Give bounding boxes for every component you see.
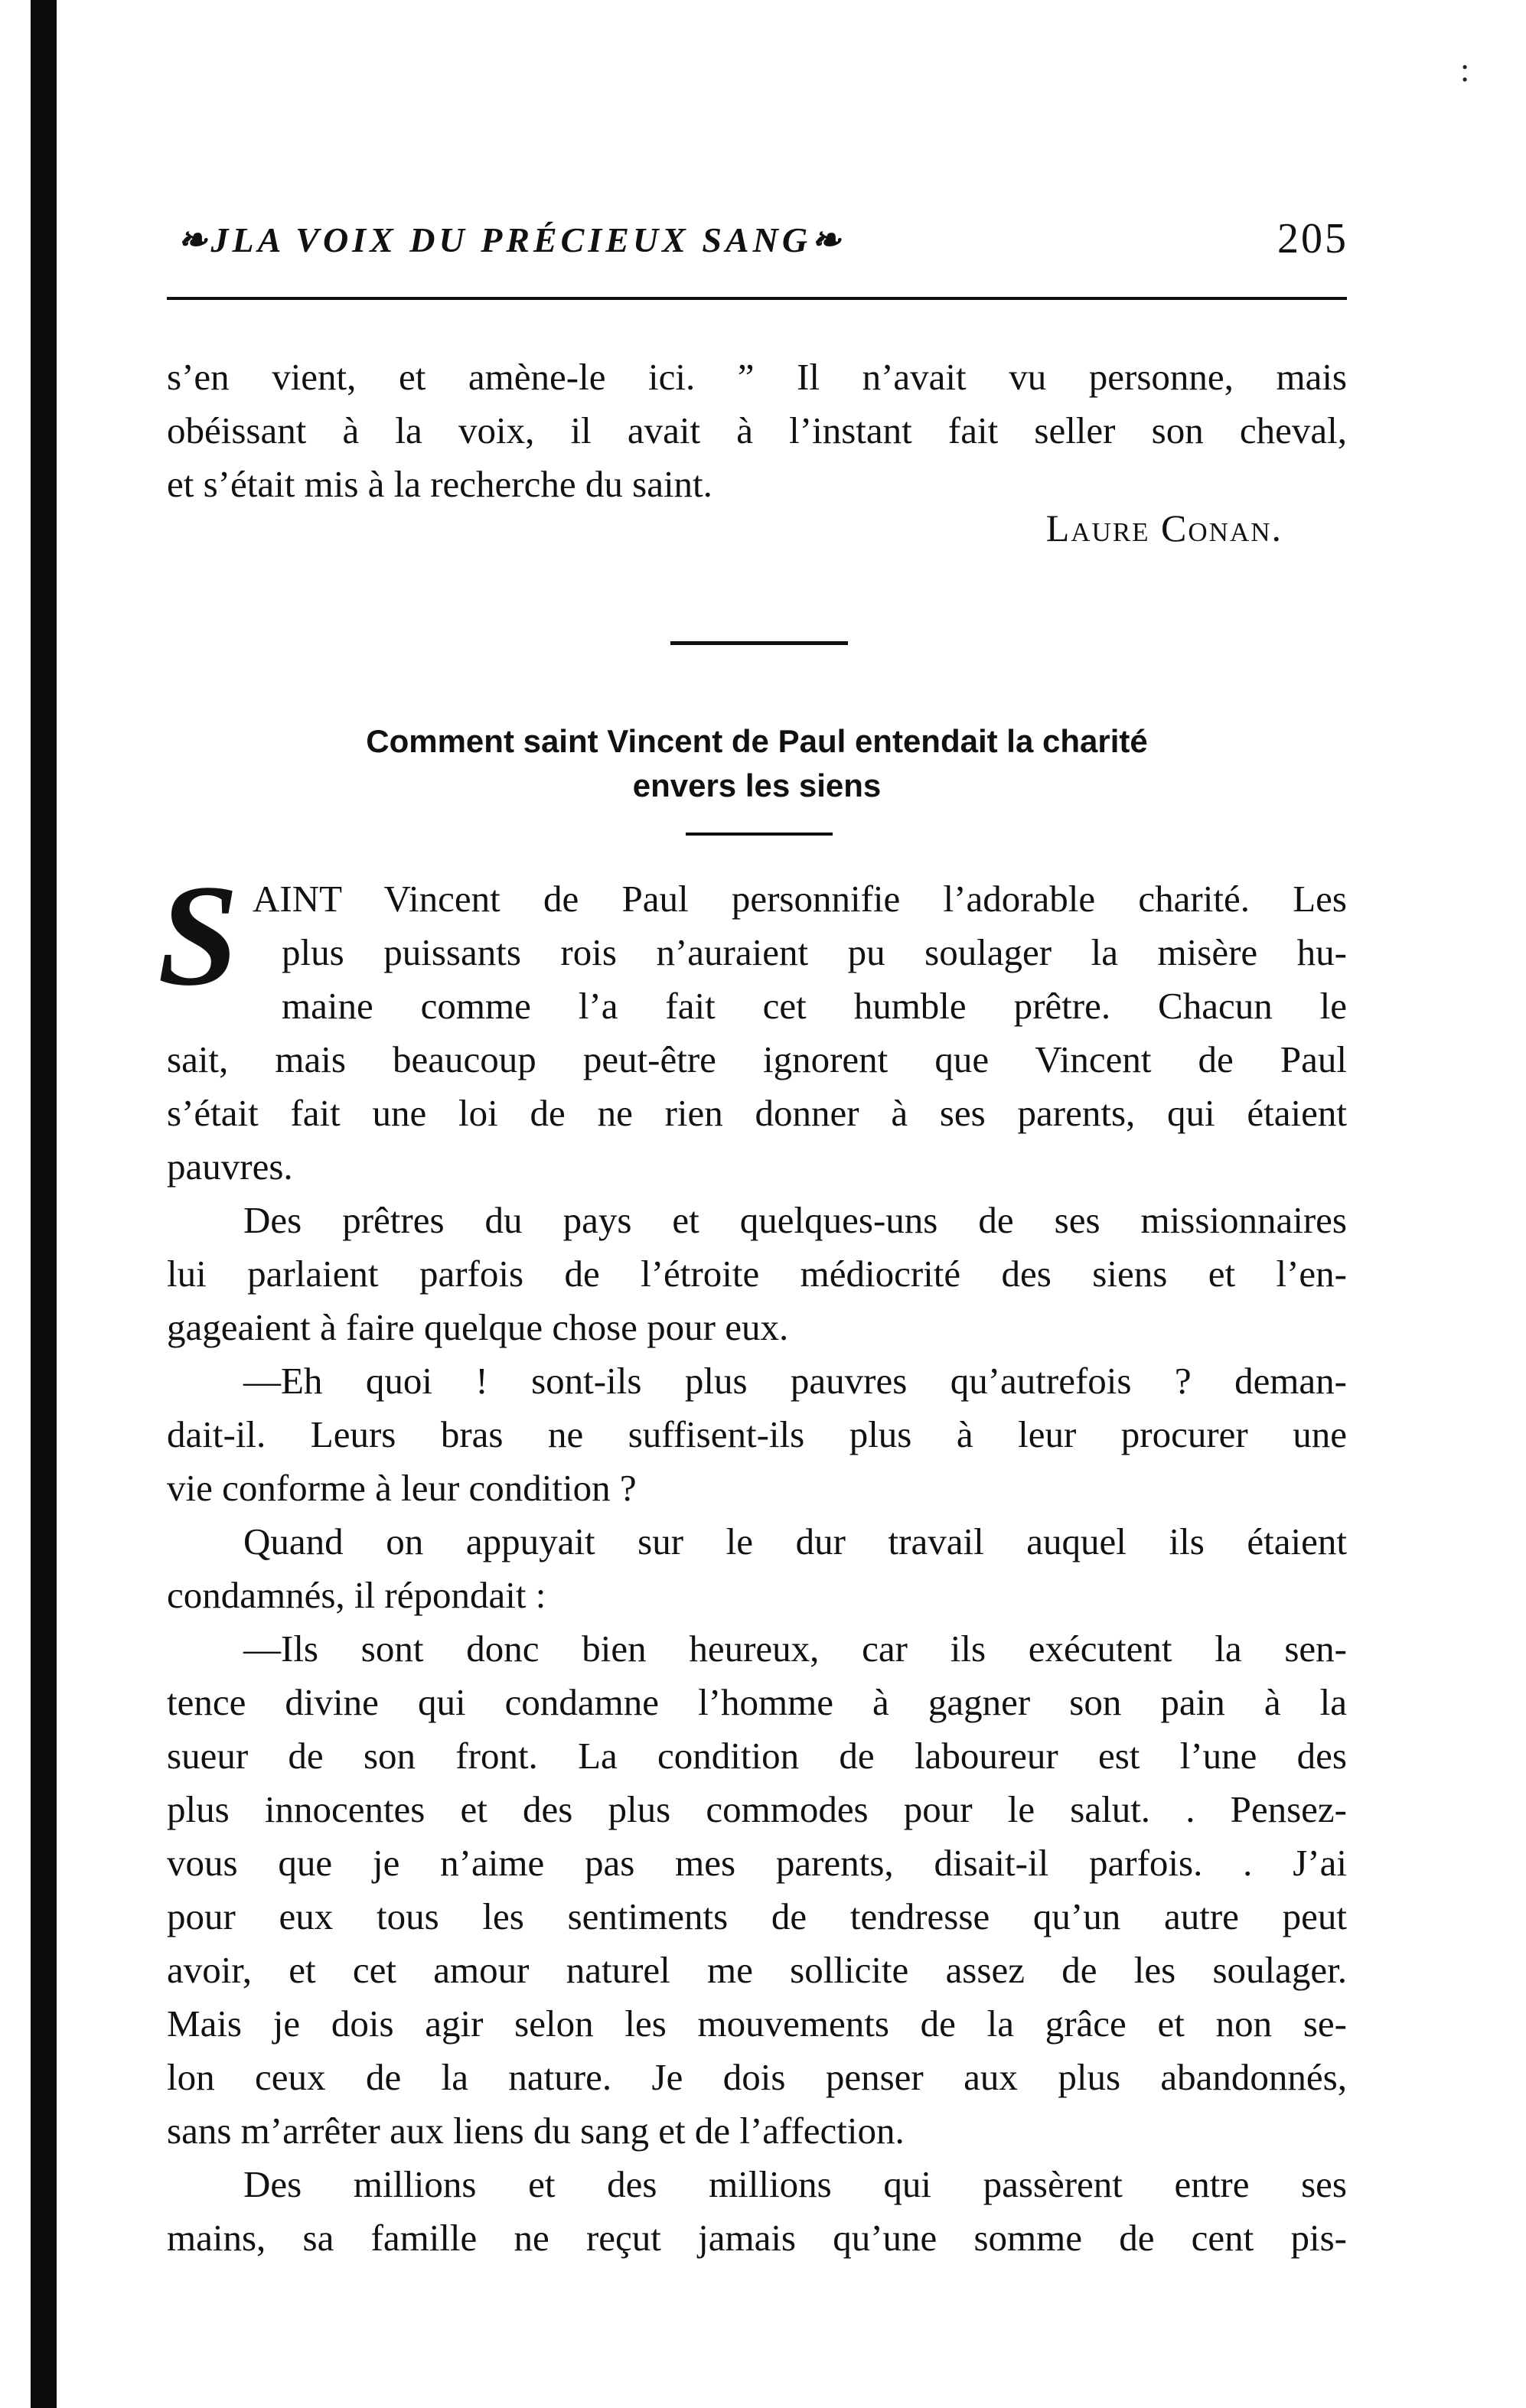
heading-line: Comment saint Vincent de Paul entendait la charité [366, 723, 1148, 759]
binding-edge [31, 0, 57, 2408]
text-line: Quand on appuyait sur le dur travail auquel ils étaient [243, 1520, 1347, 1562]
text-line: sait, mais beaucoup peut-être ignorent que Vincent de Paul [167, 1038, 1347, 1080]
opening-text [167, 350, 1347, 511]
text-line: Des prêtres du pays et quelques-uns de ses missionnaires [243, 1199, 1347, 1241]
drop-cap: S [158, 855, 239, 1016]
stray-mark: : [1460, 51, 1470, 89]
text-line: Mais je dois agir selon les mouvements de la grâce et non se- [167, 2002, 1347, 2045]
text-line: —Eh quoi ! sont-ils plus pauvres qu’autrefois ? deman- [243, 1360, 1347, 1402]
text-line: s’était fait une loi de ne rien donner à ses parents, qui étaient [167, 1092, 1347, 1134]
text-line: et s’était mis à la recherche du saint. [167, 463, 712, 505]
text-line: condamnés, il répondait : [167, 1574, 546, 1616]
text-line: lon ceux de la nature. Je dois penser aux plus abandonnés, [167, 2056, 1347, 2098]
running-title: ❧JLA VOIX DU PRÉCIEUX SANG❧ [178, 220, 845, 259]
text-line: Des millions et des millions qui passèrent entre ses [243, 2163, 1347, 2205]
text-line: vous que je n’aime pas mes parents, disait-il parfois. . J’ai [167, 1842, 1347, 1884]
text-line: avoir, et cet amour naturel me sollicite assez de les soulager. [167, 1949, 1347, 1991]
text-line: pauvres. [167, 1145, 293, 1188]
text-line: vie conforme à leur condition ? [167, 1467, 637, 1509]
header-rule [167, 297, 1347, 300]
text-line: mains, sa famille ne reçut jamais qu’une somme de cent pis- [167, 2217, 1347, 2259]
heading-rule [686, 833, 833, 836]
text-line: maine comme l’a fait cet humble prêtre. Chacun le [282, 985, 1347, 1027]
running-head [178, 214, 1348, 268]
text-line: plus innocentes et des plus commodes pour le salut. . Pensez- [167, 1788, 1347, 1830]
article-body [167, 872, 1347, 2265]
text-line: gageaient à faire quelque chose pour eux. [167, 1306, 789, 1348]
author-signature: Laure Conan. [1045, 507, 1283, 549]
text-line: lui parlaient parfois de l’étroite médiocrité des siens et l’en- [167, 1253, 1347, 1295]
article-heading [167, 719, 1347, 808]
text-line: tence divine qui condamne l’homme à gagner son pain à la [167, 1681, 1347, 1723]
text-line: pour eux tous les sentiments de tendresse qu’un autre peut [167, 1895, 1347, 1937]
text-line: dait-il. Leurs bras ne suffisent-ils plus à leur procurer une [167, 1413, 1347, 1455]
text-line: s’en vient, et amène-le ici. ” Il n’avait vu personne, mais [167, 356, 1347, 398]
heading-line: envers les siens [632, 767, 882, 803]
text-line: plus puissants rois n’auraient pu soulager la misère hu- [282, 931, 1347, 973]
text-line: sans m’arrêter aux liens du sang et de l’affection. [167, 2110, 905, 2152]
text-line: AINT Vincent de Paul personnifie l’adorable charité. Les [253, 878, 1347, 920]
section-divider [670, 641, 848, 645]
text-line: sueur de son front. La condition de laboureur est l’une des [167, 1735, 1347, 1777]
text-line: obéissant à la voix, il avait à l’instant fait seller son cheval, [167, 409, 1347, 451]
page-number: 205 [1277, 215, 1348, 262]
text-line: —Ils sont donc bien heureux, car ils exécutent la sen- [243, 1628, 1347, 1670]
